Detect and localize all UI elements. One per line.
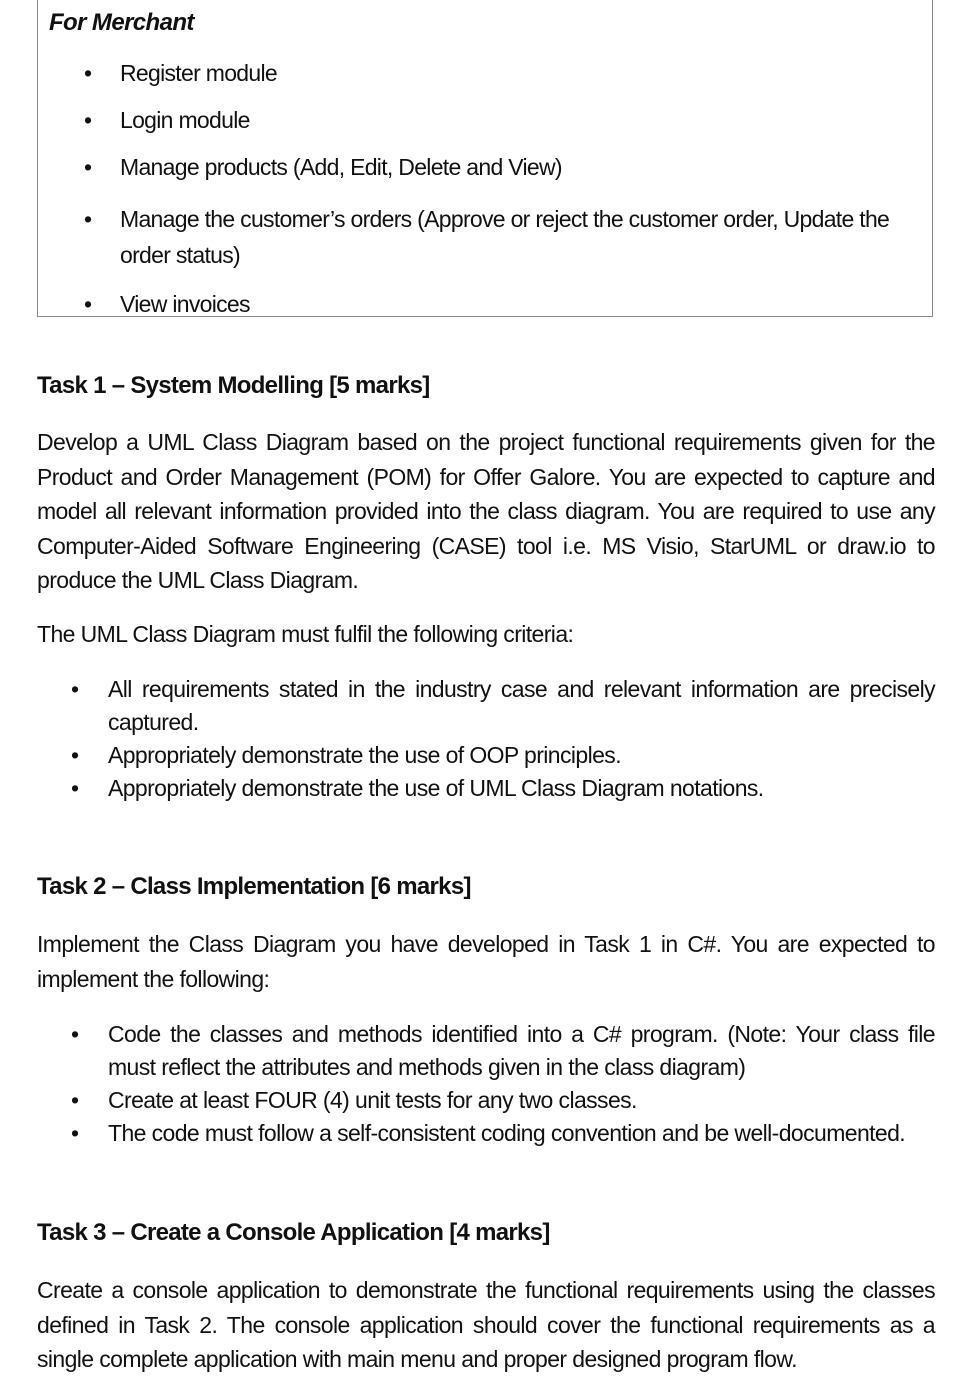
task1-paragraph: Develop a UML Class Diagram based on the project functional requirements given for the Product and Order Management (POM) for Offer Galore. You are expected to capture and model all relevant information provided into the class diagram. You are required to use any Computer-Aided Software Engineering (CASE) tool i.e. MS Visio, StarUML or draw.io to produce the UML Class Diagram. xyxy=(37,429,935,593)
bullet-icon: • xyxy=(84,60,92,86)
task1-section xyxy=(37,372,935,400)
list-item xyxy=(37,1084,935,1117)
task3-paragraph: Create a console application to demonstrate the functional requirements using the classes defined in Task 2. The console application should cover the functional requirements as a single complete application with main menu and proper designed program flow. xyxy=(37,1277,935,1372)
task3-section xyxy=(37,1219,935,1247)
list-item-text: The code must follow a self-consistent coding convention and be well-documented. xyxy=(108,1120,906,1146)
task2-paragraph: Implement the Class Diagram you have developed in Task 1 in C#. You are expected to implement the following: xyxy=(37,931,935,992)
list-item-text: Register module xyxy=(120,60,277,86)
bullet-icon: • xyxy=(71,1087,79,1113)
list-item xyxy=(37,1018,935,1084)
task3-description xyxy=(37,1273,935,1377)
list-item xyxy=(37,673,935,739)
task1-description xyxy=(37,425,935,598)
list-item xyxy=(37,1117,935,1150)
task1-criteria-intro: The UML Class Diagram must fulfil the following criteria: xyxy=(37,621,574,647)
list-item-text: Appropriately demonstrate the use of OOP principles. xyxy=(108,742,621,768)
list-item xyxy=(84,55,904,91)
list-item-text: Code the classes and methods identified into a C# program. (Note: Your class file must reflect the attributes and methods given in the class diagram) xyxy=(108,1021,935,1080)
list-item-text: Manage products (Add, Edit, Delete and View) xyxy=(120,154,562,180)
list-item-text: All requirements stated in the industry case and relevant information are precisely captured. xyxy=(108,676,935,735)
list-item-text: View invoices xyxy=(120,291,250,317)
list-item-text: Appropriately demonstrate the use of UML Class Diagram notations. xyxy=(108,775,764,801)
bullet-icon: • xyxy=(71,775,79,801)
list-item xyxy=(37,739,935,772)
list-item xyxy=(84,149,904,185)
task1-criteria-list xyxy=(37,673,935,805)
task3-title: Task 3 – Create a Console Application [4 marks] xyxy=(37,1219,550,1246)
list-item-text: Create at least FOUR (4) unit tests for any two classes. xyxy=(108,1087,637,1113)
list-item xyxy=(84,201,904,273)
list-item xyxy=(84,286,904,322)
bullet-icon: • xyxy=(71,1120,79,1146)
bullet-icon: • xyxy=(84,291,92,317)
bullet-icon: • xyxy=(71,1021,79,1047)
task1-title: Task 1 – System Modelling [5 marks] xyxy=(37,372,430,399)
bullet-icon: • xyxy=(84,107,92,133)
task2-section xyxy=(37,873,935,901)
task2-title: Task 2 – Class Implementation [6 marks] xyxy=(37,873,471,900)
list-item-text: Manage the customer’s orders (Approve or reject the customer order, Update the order status) xyxy=(120,206,890,268)
bullet-icon: • xyxy=(84,206,92,232)
task1-criteria-intro-block xyxy=(37,617,935,652)
list-item xyxy=(37,772,935,805)
bullet-icon: • xyxy=(71,676,79,702)
task2-description xyxy=(37,927,935,996)
merchant-heading: For Merchant xyxy=(49,9,194,36)
bullet-icon: • xyxy=(84,154,92,180)
list-item xyxy=(84,102,904,138)
list-item-text: Login module xyxy=(120,107,250,133)
task2-list xyxy=(37,1018,935,1150)
merchant-requirements-box xyxy=(37,0,933,317)
bullet-icon: • xyxy=(71,742,79,768)
